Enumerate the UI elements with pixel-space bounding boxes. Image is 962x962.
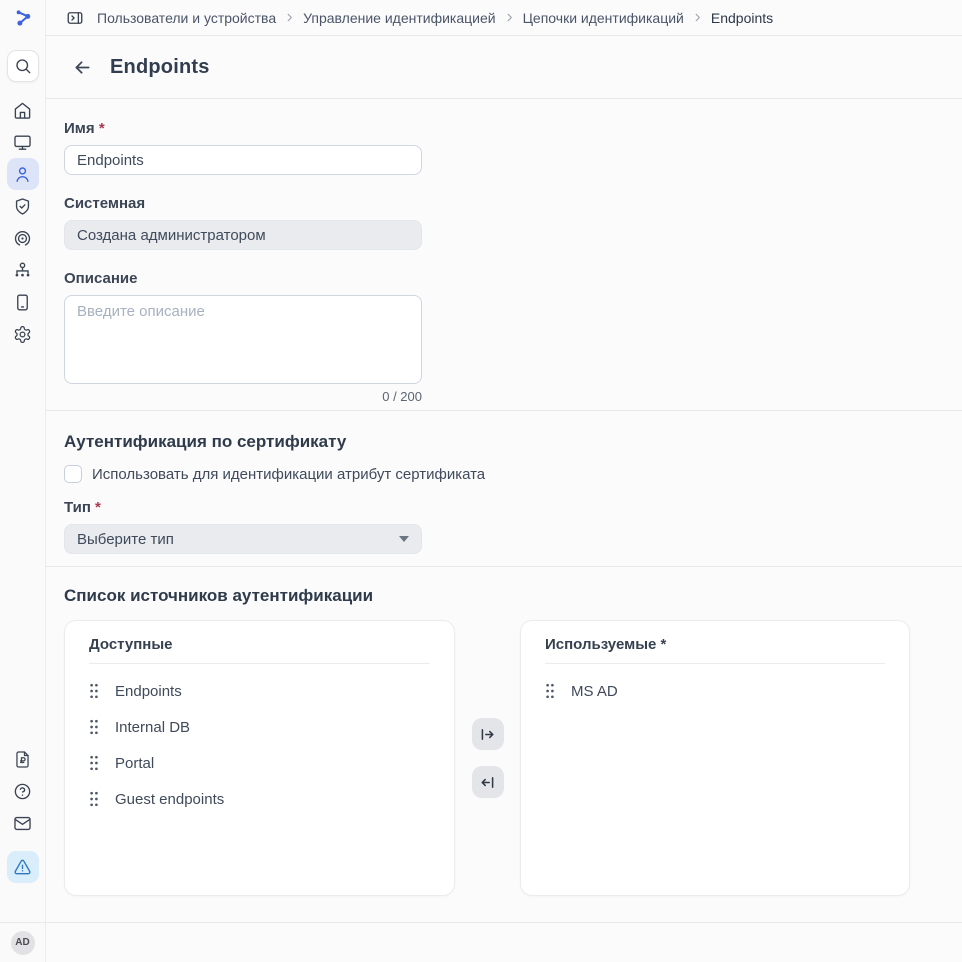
- certificate-auth-heading: Аутентификация по сертификату: [64, 432, 347, 451]
- sidebar-item-alerts[interactable]: [7, 851, 39, 883]
- sidebar-item-feedback[interactable]: [7, 807, 39, 839]
- type-select-placeholder: Выберите тип: [77, 530, 174, 548]
- sidebar-item-policies[interactable]: [7, 190, 39, 222]
- footer-actions-area: [46, 923, 962, 962]
- required-asterisk: *: [95, 499, 101, 516]
- user-avatar[interactable]: AD: [11, 931, 35, 955]
- transfer-buttons: [455, 620, 520, 896]
- move-left-button[interactable]: [472, 766, 504, 798]
- description-char-counter: 0 / 200: [382, 389, 422, 404]
- certificate-auth-section: [46, 411, 962, 567]
- use-cert-attribute-label: Использовать для идентификации атрибут сертификата: [92, 465, 486, 483]
- source-item-label: Endpoints: [115, 682, 182, 700]
- breadcrumb: [97, 10, 773, 26]
- breadcrumb-item-identity-chains[interactable]: Цепочки идентификаций: [522, 9, 684, 26]
- source-list-item[interactable]: [521, 673, 909, 709]
- description-textarea[interactable]: [64, 295, 422, 384]
- available-sources-list: [65, 664, 454, 817]
- app-logo[interactable]: [0, 0, 45, 36]
- sidebar-bottom: [7, 743, 39, 883]
- license-ruble-icon: [13, 750, 32, 769]
- title-bar: [46, 36, 962, 99]
- type-field-label: Тип *: [64, 499, 101, 516]
- shield-check-icon: [13, 197, 32, 216]
- chevron-right-icon: [504, 12, 515, 23]
- used-sources-title: Используемые *: [545, 636, 667, 653]
- topbar: [46, 0, 962, 36]
- source-list-item[interactable]: [65, 781, 454, 817]
- auth-sources-heading: Список источников аутентификации: [64, 586, 374, 605]
- panel-toggle-icon: [66, 9, 84, 27]
- chevron-right-icon: [692, 12, 703, 23]
- network-logo-icon: [12, 7, 34, 29]
- warning-triangle-icon: [13, 858, 32, 877]
- chevron-right-icon: [284, 12, 295, 23]
- source-item-label: MS AD: [571, 682, 618, 700]
- used-sources-card: [520, 620, 910, 896]
- available-sources-card: [64, 620, 455, 896]
- required-asterisk: *: [98, 120, 105, 137]
- source-list-item[interactable]: [65, 673, 454, 709]
- use-cert-attribute-row[interactable]: [64, 465, 962, 483]
- form-section: [46, 99, 962, 411]
- drag-handle-icon[interactable]: [545, 683, 555, 699]
- page-title: Endpoints: [110, 55, 210, 78]
- arrow-left-icon: [72, 57, 93, 78]
- search-button[interactable]: [7, 50, 39, 82]
- system-input: [64, 220, 422, 250]
- sidebar-item-devices[interactable]: [7, 126, 39, 158]
- move-left-icon: [479, 774, 496, 791]
- gear-icon: [13, 325, 32, 344]
- sidebar-item-radius[interactable]: [7, 222, 39, 254]
- source-item-label: Guest endpoints: [115, 790, 225, 808]
- drag-handle-icon[interactable]: [89, 719, 99, 735]
- sitemap-icon: [13, 261, 32, 280]
- transfer-widget: [64, 620, 962, 896]
- breadcrumb-item-users-devices[interactable]: Пользователи и устройства: [97, 9, 277, 26]
- sidebar: [0, 0, 46, 922]
- home-icon: [13, 101, 32, 120]
- auth-sources-section: [46, 567, 962, 922]
- source-item-label: Portal: [115, 754, 155, 772]
- drag-handle-icon[interactable]: [89, 683, 99, 699]
- caret-down-icon: [399, 536, 409, 542]
- source-list-item[interactable]: [65, 709, 454, 745]
- move-right-button[interactable]: [472, 718, 504, 750]
- use-cert-attribute-checkbox[interactable]: [64, 465, 82, 483]
- name-input[interactable]: [64, 145, 422, 175]
- type-select[interactable]: [64, 524, 422, 554]
- footer-sidebar-cell: [0, 923, 46, 962]
- sidebar-item-home[interactable]: [7, 94, 39, 126]
- source-list-item[interactable]: [65, 745, 454, 781]
- drag-handle-icon[interactable]: [89, 791, 99, 807]
- source-item-label: Internal DB: [115, 718, 191, 736]
- drag-handle-icon[interactable]: [89, 755, 99, 771]
- sidebar-item-mobile[interactable]: [7, 286, 39, 318]
- mail-icon: [13, 814, 32, 833]
- sidebar-item-license[interactable]: [7, 743, 39, 775]
- radar-icon: [13, 229, 32, 248]
- move-right-icon: [479, 726, 496, 743]
- available-sources-title: Доступные: [89, 636, 173, 653]
- monitor-icon: [13, 133, 32, 152]
- sidebar-nav: [7, 82, 39, 350]
- search-icon: [14, 57, 32, 75]
- sidebar-item-hierarchy[interactable]: [7, 254, 39, 286]
- system-field-label: Системная: [64, 195, 146, 212]
- description-field-label: Описание: [64, 270, 138, 287]
- sidebar-item-users[interactable]: [7, 158, 39, 190]
- main-content: [46, 0, 962, 922]
- sidebar-item-settings[interactable]: [7, 318, 39, 350]
- user-icon: [13, 165, 32, 184]
- sidebar-item-help[interactable]: [7, 775, 39, 807]
- breadcrumb-item-current: Endpoints: [710, 9, 774, 26]
- used-sources-list: [521, 664, 909, 709]
- breadcrumb-item-identity-management[interactable]: Управление идентификацией: [303, 9, 496, 26]
- tablet-icon: [13, 293, 32, 312]
- required-asterisk: *: [660, 636, 667, 653]
- footer: [0, 922, 962, 962]
- sidebar-toggle-button[interactable]: [63, 6, 87, 30]
- back-button[interactable]: [68, 53, 97, 82]
- help-circle-icon: [13, 782, 32, 801]
- name-field-label: Имя *: [64, 120, 105, 137]
